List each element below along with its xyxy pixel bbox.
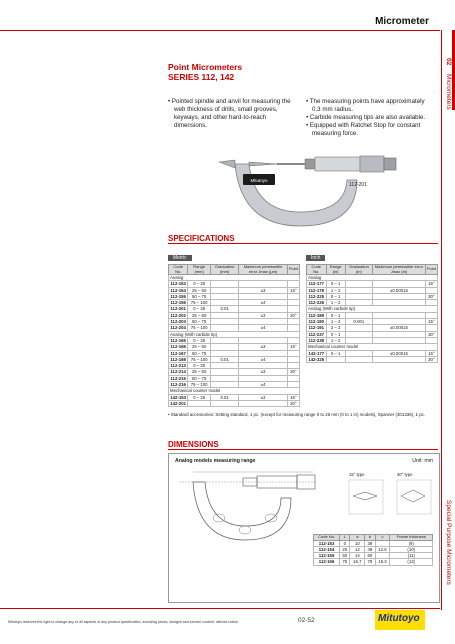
type30-label: 30° type — [397, 472, 413, 477]
cell-range: 50 – 75 — [188, 350, 211, 356]
col-error: Maximum permissible error Jmax (µm) — [239, 265, 288, 275]
cell-range: 25 – 50 — [188, 312, 211, 318]
dim-col-L: L — [340, 535, 350, 541]
cell-point: 15° — [425, 350, 437, 356]
col-code: Code No. — [169, 265, 188, 275]
cell-code: 112-190 — [308, 319, 325, 325]
cell-point: 30° — [425, 331, 437, 337]
cell-point: 30° — [287, 312, 299, 318]
cell-range: 1 – 2 — [326, 319, 345, 325]
dim-cell-a: 16.7 — [350, 559, 365, 565]
cell-code: 112-203 — [170, 319, 186, 325]
side-tab-bar — [441, 30, 455, 610]
frame-brand-label: Mitutoyo — [250, 178, 268, 183]
dim-cell-b: 38 — [365, 540, 375, 546]
side-page-tab: 02 — [445, 58, 452, 66]
dimension-table — [313, 534, 433, 566]
footer-disclaimer: Mitutoyo reserves the right to change any or all aspects of any product specification, including prices, designs and service content, without notice. — [8, 620, 239, 624]
cell-range: 0 – 25 — [188, 337, 211, 343]
dimension-drawing — [173, 468, 323, 548]
dim-cell-t: (11) — [390, 553, 433, 559]
feature-item: • The measuring points have approximately 0.3 mm radius. — [306, 98, 425, 113]
cell-code: 112-215 — [170, 375, 186, 381]
dim-col-code: Code No. — [314, 535, 340, 541]
cell-code: 112-168 — [170, 356, 186, 362]
cell-point: 15° — [287, 344, 299, 350]
cell-range: 75 – 100 — [188, 325, 211, 331]
dim-cell-a: 10 — [350, 540, 365, 546]
cell-range: 25 – 50 — [188, 369, 211, 375]
dimensions-heading: DIMENSIONS — [168, 440, 219, 449]
cell-code: 112-204 — [170, 325, 186, 331]
col-range: Range (in) — [326, 265, 345, 275]
dim-cell-L: 50 — [340, 553, 350, 559]
cell-err: ±4 — [239, 356, 288, 362]
specs-heading-rule — [168, 243, 438, 244]
cell-err: ±3 — [239, 394, 288, 400]
cell-err — [239, 400, 288, 406]
cell-point: 15° — [287, 287, 299, 293]
dim-cell-a: 14 — [350, 553, 365, 559]
cell-code: 112-178 — [308, 287, 325, 293]
feature-item: • Pointed spindle and anvil for measuring the web thickness of drills, small grooves, keyways, and other hard-to-reach dimensions. — [168, 98, 291, 129]
cell-code: 112-216 — [170, 382, 186, 388]
cell-code: 112-238 — [308, 337, 325, 343]
type15-label: 15° type — [349, 472, 365, 477]
dim-cell-b: 60 — [365, 553, 375, 559]
cell-grad: 0.01 — [210, 394, 238, 400]
dim-cell-b: 79 — [365, 559, 375, 565]
col-point: Point — [287, 265, 299, 275]
image-caption: 112-201 — [349, 182, 367, 188]
cell-code: 142-225 — [308, 356, 325, 362]
cell-range: 0 – 25 — [188, 363, 211, 369]
cell-range: 1 – 2 — [326, 287, 345, 293]
dim-cell-t: (13) — [390, 559, 433, 565]
cell-err: ±4 — [239, 382, 288, 388]
col-range: Range (mm) — [188, 265, 211, 275]
cell-range — [188, 400, 211, 406]
cell-range: 50 – 75 — [188, 375, 211, 381]
cell-code: 112-165 — [170, 337, 186, 343]
dimensions-heading-rule — [168, 449, 438, 450]
cell-point: 30° — [287, 400, 299, 406]
cell-point: 30° — [287, 369, 299, 375]
cell-range: 75 – 100 — [188, 356, 211, 362]
cell-code: 112-189 — [308, 312, 325, 318]
dim-cell-code: 112-155 — [314, 553, 340, 559]
brand-logo-text: Mitutoyo — [378, 613, 420, 624]
cell-code: 112-214 — [170, 369, 186, 375]
cell-range: 25 – 50 — [188, 287, 211, 293]
dim-cell-a: 12 — [350, 546, 365, 552]
cell-err: ±3 — [239, 369, 288, 375]
cell-code: 112-201 — [170, 306, 186, 312]
cell-code: 112-166 — [170, 344, 186, 350]
dim-cell-code: 112-156 — [314, 559, 340, 565]
cell-range: 0 – 25 — [188, 306, 211, 312]
cell-range: 2 – 3 — [326, 325, 345, 331]
dim-col-c: c — [375, 535, 390, 541]
dim-cell-L: 0 — [340, 540, 350, 546]
cell-range: 0 – 1 — [326, 293, 345, 299]
cell-code: 112-237 — [308, 331, 325, 337]
cell-code: 142-201 — [170, 400, 187, 406]
cell-err: ±4 — [239, 325, 288, 331]
cell-code: 112-177 — [308, 281, 325, 287]
cell-err: ±4 — [239, 300, 288, 306]
cell-range: 75 – 100 — [188, 382, 211, 388]
col-graduation: Graduation (mm) — [210, 265, 238, 275]
cell-code: 112-156 — [170, 300, 186, 306]
cell-grad: 0.01 — [210, 306, 238, 312]
brand-logo — [375, 610, 425, 630]
page-number: 02-52 — [298, 617, 315, 624]
cell-range: 0 – 25 — [188, 281, 211, 287]
cell-point: 30° — [425, 356, 437, 362]
cell-range — [326, 356, 345, 362]
cell-range: 50 – 75 — [188, 319, 211, 325]
dim-col-b: b — [365, 535, 375, 541]
dimensions-box-title: Analog models measuring range — [175, 458, 256, 464]
page-header-title: Micrometer — [375, 16, 429, 27]
features-right — [306, 98, 434, 138]
cell-err: ±0.00015 — [373, 350, 426, 356]
metric-table-wrap — [168, 246, 300, 407]
group-label: Analog — [169, 275, 300, 281]
cell-grad — [210, 400, 238, 406]
inch-table-wrap — [306, 246, 438, 363]
dim-cell-c: 15.3 — [375, 559, 390, 565]
features-left — [168, 98, 296, 130]
cell-err: ±0.00015 — [373, 325, 426, 331]
group-label: Analog (With carbide tip) — [169, 331, 300, 337]
dimensions-box — [168, 453, 440, 603]
cell-code: 112-167 — [170, 350, 186, 356]
metric-spec-table — [168, 264, 300, 407]
cell-range: 1 – 2 — [326, 337, 345, 343]
cell-point: 15° — [425, 281, 437, 287]
cell-err: ±0.00015 — [373, 287, 426, 293]
micrometer-illustration — [205, 152, 405, 232]
spec-row — [307, 356, 438, 362]
cell-point: 15° — [287, 394, 299, 400]
cell-range: 0 – 1 — [326, 331, 345, 337]
cell-grad: 0.001 — [345, 319, 372, 325]
cell-err: ±3 — [239, 287, 288, 293]
side-tab-micrometers: Micrometers — [445, 74, 452, 110]
cell-range: 0 – 1 — [326, 350, 345, 356]
dim-col-frame: Frame thickness — [390, 535, 433, 541]
dim-cell-L: 75 — [340, 559, 350, 565]
footer-rule — [0, 608, 440, 609]
col-graduation: Graduation (in) — [345, 265, 372, 275]
dim-cell-c: 12.5 — [375, 546, 390, 552]
side-tab-special: Special Purpose Micrometers — [445, 500, 452, 585]
product-title: Point Micrometers — [168, 62, 243, 72]
dim-cell-b: 49 — [365, 546, 375, 552]
cell-code: 112-225 — [308, 293, 325, 299]
dimensions-unit: Unit: mm — [412, 458, 433, 464]
spec-row — [169, 400, 300, 406]
product-series: SERIES 112, 142 — [168, 72, 235, 82]
cell-grad: 0.01 — [210, 356, 238, 362]
dim-col-a: a — [350, 535, 365, 541]
cell-code: 112-226 — [308, 300, 325, 306]
dim-cell-code: 112-153 — [314, 540, 340, 546]
cell-range: 0 – 1 — [326, 312, 345, 318]
group-label: Mechanical counter model — [307, 344, 438, 350]
cell-range: 1 – 2 — [326, 300, 345, 306]
cell-code: 142-153 — [170, 394, 187, 400]
cell-code: 112-202 — [170, 312, 186, 318]
dim-row — [314, 559, 433, 565]
cell-err: ±3 — [239, 344, 288, 350]
cell-grad — [345, 356, 372, 362]
cell-range: 50 – 75 — [188, 293, 211, 299]
col-error: Maximum permissible error Jmax (in) — [373, 265, 426, 275]
inch-label: Inch — [306, 255, 325, 261]
cell-point: 15° — [425, 319, 437, 325]
cell-code: 142-177 — [308, 350, 325, 356]
dim-cell-t: (9) — [390, 540, 433, 546]
dim-cell-t: (10) — [390, 546, 433, 552]
col-code: Code No. — [307, 265, 327, 275]
cell-range: 25 – 50 — [188, 344, 211, 350]
specifications-heading: SPECIFICATIONS — [168, 234, 235, 243]
col-point: Point — [425, 265, 437, 275]
cell-code: 112-213 — [170, 363, 186, 369]
cell-point: 30° — [425, 293, 437, 299]
group-label: Analog — [307, 275, 438, 281]
point-type-drawings — [345, 470, 435, 518]
dim-cell-L: 25 — [340, 546, 350, 552]
group-label: Analog (With carbide tip) — [307, 306, 438, 312]
cell-err: ±3 — [239, 312, 288, 318]
feature-item: • Equipped with Ratchet Stop for constant measuring force. — [306, 122, 421, 137]
inch-spec-table — [306, 264, 438, 363]
cell-code: 112-191 — [308, 325, 325, 331]
metric-label: Metric — [168, 255, 192, 261]
header-rule — [0, 30, 440, 31]
cell-range: 75 – 100 — [188, 300, 211, 306]
cell-code: 112-155 — [170, 293, 186, 299]
group-label: Mechanical counter model — [169, 388, 300, 394]
cell-range: 0 – 25 — [188, 394, 211, 400]
cell-err — [373, 356, 426, 362]
dim-cell-code: 112-154 — [314, 546, 340, 552]
standard-accessories-note: • Standard accessories: Setting standard, 1 pc. (except for measuring range 0 to 25 mm (0 to 1 in) models), Spanner (301336), 1 pc. — [168, 412, 426, 417]
cell-code: 112-153 — [170, 281, 186, 287]
cell-range: 0 – 1 — [326, 281, 345, 287]
cell-code: 112-154 — [170, 287, 186, 293]
feature-item: • Carbide measuring tips are also available. — [306, 114, 426, 121]
